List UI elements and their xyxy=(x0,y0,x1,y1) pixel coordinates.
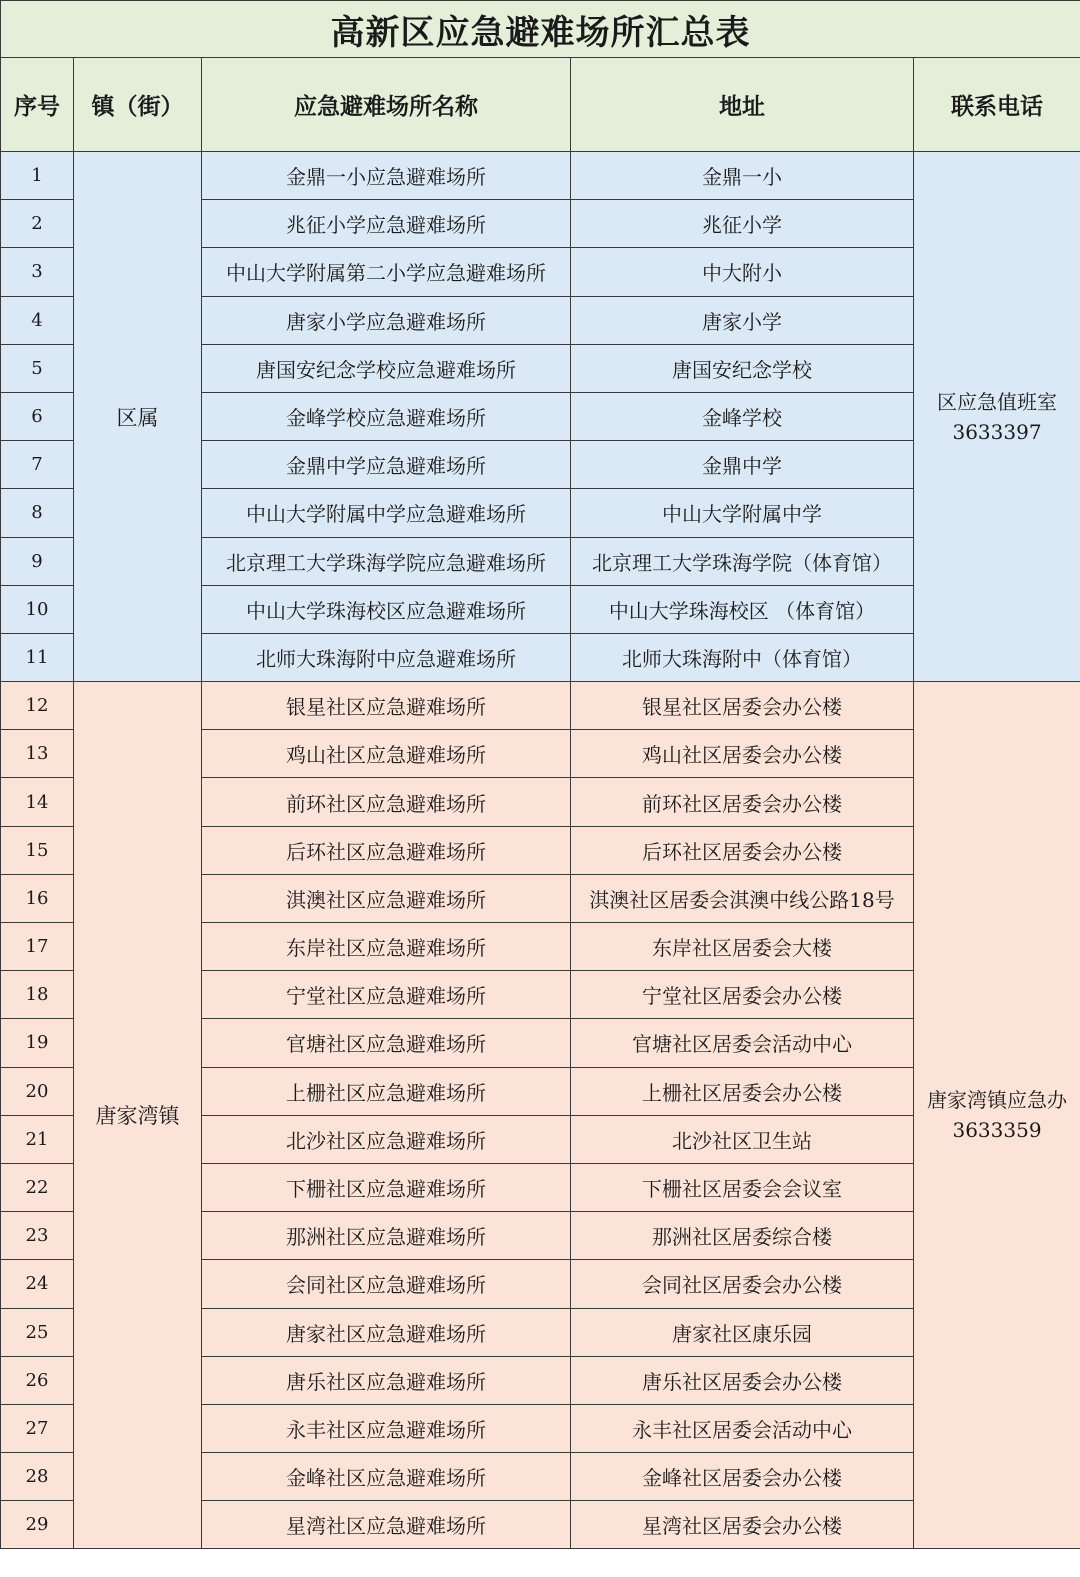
cell-seq: 13 xyxy=(1,730,74,778)
cell-shelter-name: 银星社区应急避难场所 xyxy=(202,682,571,730)
cell-shelter-name: 上栅社区应急避难场所 xyxy=(202,1067,571,1115)
cell-seq: 8 xyxy=(1,489,74,537)
cell-address: 那洲社区居委综合楼 xyxy=(571,1212,914,1260)
header-address: 地址 xyxy=(571,58,914,152)
cell-seq: 15 xyxy=(1,826,74,874)
cell-address: 中大附小 xyxy=(571,248,914,296)
cell-address: 金峰学校 xyxy=(571,392,914,440)
cell-shelter-name: 金鼎一小应急避难场所 xyxy=(202,152,571,200)
header-name: 应急避难场所名称 xyxy=(202,58,571,152)
cell-address: 金峰社区居委会办公楼 xyxy=(571,1453,914,1501)
header-town: 镇（街） xyxy=(74,58,202,152)
contact-name: 唐家湾镇应急办 xyxy=(927,1088,1068,1113)
cell-seq: 11 xyxy=(1,633,74,681)
cell-seq: 16 xyxy=(1,874,74,922)
cell-shelter-name: 星湾社区应急避难场所 xyxy=(202,1501,571,1549)
cell-seq: 23 xyxy=(1,1212,74,1260)
cell-seq: 27 xyxy=(1,1404,74,1452)
cell-address: 唐家小学 xyxy=(571,296,914,344)
cell-seq: 1 xyxy=(1,152,74,200)
cell-shelter-name: 北京理工大学珠海学院应急避难场所 xyxy=(202,537,571,585)
cell-seq: 26 xyxy=(1,1356,74,1404)
cell-shelter-name: 会同社区应急避难场所 xyxy=(202,1260,571,1308)
cell-town: 区属 xyxy=(74,152,202,682)
cell-address: 鸡山社区居委会办公楼 xyxy=(571,730,914,778)
cell-address: 金鼎一小 xyxy=(571,152,914,200)
cell-address: 唐国安纪念学校 xyxy=(571,344,914,392)
cell-seq: 5 xyxy=(1,344,74,392)
cell-address: 星湾社区居委会办公楼 xyxy=(571,1501,914,1549)
cell-shelter-name: 唐家小学应急避难场所 xyxy=(202,296,571,344)
cell-address: 上栅社区居委会办公楼 xyxy=(571,1067,914,1115)
contact-phone: 3633359 xyxy=(952,1118,1042,1143)
cell-address: 永丰社区居委会活动中心 xyxy=(571,1404,914,1452)
cell-address: 北沙社区卫生站 xyxy=(571,1115,914,1163)
title-row xyxy=(1,1,1080,58)
cell-shelter-name: 兆征小学应急避难场所 xyxy=(202,200,571,248)
cell-address: 唐家社区康乐园 xyxy=(571,1308,914,1356)
cell-seq: 28 xyxy=(1,1453,74,1501)
contact-phone: 3633397 xyxy=(952,419,1042,444)
cell-town: 唐家湾镇 xyxy=(74,682,202,1549)
cell-shelter-name: 金峰学校应急避难场所 xyxy=(202,392,571,440)
cell-seq: 10 xyxy=(1,585,74,633)
cell-address: 官塘社区居委会活动中心 xyxy=(571,1019,914,1067)
cell-shelter-name: 金鼎中学应急避难场所 xyxy=(202,441,571,489)
cell-address: 东岸社区居委会大楼 xyxy=(571,923,914,971)
cell-shelter-name: 东岸社区应急避难场所 xyxy=(202,923,571,971)
header-seq: 序号 xyxy=(1,58,74,152)
cell-seq: 12 xyxy=(1,682,74,730)
cell-address: 北师大珠海附中（体育馆） xyxy=(571,633,914,681)
cell-seq: 6 xyxy=(1,392,74,440)
contact-name: 区应急值班室 xyxy=(937,389,1058,414)
cell-address: 前环社区居委会办公楼 xyxy=(571,778,914,826)
cell-seq: 17 xyxy=(1,923,74,971)
cell-shelter-name: 唐乐社区应急避难场所 xyxy=(202,1356,571,1404)
cell-seq: 20 xyxy=(1,1067,74,1115)
header-row xyxy=(1,58,1080,152)
cell-address: 下栅社区居委会会议室 xyxy=(571,1163,914,1211)
cell-shelter-name: 前环社区应急避难场所 xyxy=(202,778,571,826)
cell-shelter-name: 北沙社区应急避难场所 xyxy=(202,1115,571,1163)
cell-shelter-name: 官塘社区应急避难场所 xyxy=(202,1019,571,1067)
cell-seq: 4 xyxy=(1,296,74,344)
cell-shelter-name: 永丰社区应急避难场所 xyxy=(202,1404,571,1452)
cell-shelter-name: 宁堂社区应急避难场所 xyxy=(202,971,571,1019)
cell-address: 中山大学珠海校区 （体育馆） xyxy=(571,585,914,633)
cell-address: 兆征小学 xyxy=(571,200,914,248)
cell-shelter-name: 中山大学珠海校区应急避难场所 xyxy=(202,585,571,633)
cell-address: 中山大学附属中学 xyxy=(571,489,914,537)
cell-shelter-name: 金峰社区应急避难场所 xyxy=(202,1453,571,1501)
cell-address: 淇澳社区居委会淇澳中线公路18号 xyxy=(571,874,914,922)
cell-contact xyxy=(914,682,1080,1549)
cell-address: 宁堂社区居委会办公楼 xyxy=(571,971,914,1019)
cell-shelter-name: 唐家社区应急避难场所 xyxy=(202,1308,571,1356)
cell-seq: 18 xyxy=(1,971,74,1019)
cell-contact xyxy=(914,152,1080,682)
cell-address: 唐乐社区居委会办公楼 xyxy=(571,1356,914,1404)
cell-shelter-name: 后环社区应急避难场所 xyxy=(202,826,571,874)
cell-shelter-name: 下栅社区应急避难场所 xyxy=(202,1163,571,1211)
cell-seq: 21 xyxy=(1,1115,74,1163)
cell-seq: 24 xyxy=(1,1260,74,1308)
cell-seq: 19 xyxy=(1,1019,74,1067)
table-row xyxy=(1,152,1080,200)
table-row xyxy=(1,682,1080,730)
cell-shelter-name: 那洲社区应急避难场所 xyxy=(202,1212,571,1260)
table-title: 高新区应急避难场所汇总表 xyxy=(1,1,1080,58)
cell-seq: 14 xyxy=(1,778,74,826)
cell-seq: 7 xyxy=(1,441,74,489)
cell-shelter-name: 中山大学附属中学应急避难场所 xyxy=(202,489,571,537)
header-phone: 联系电话 xyxy=(914,58,1080,152)
cell-seq: 22 xyxy=(1,1163,74,1211)
cell-address: 会同社区居委会办公楼 xyxy=(571,1260,914,1308)
cell-shelter-name: 北师大珠海附中应急避难场所 xyxy=(202,633,571,681)
cell-address: 北京理工大学珠海学院（体育馆） xyxy=(571,537,914,585)
cell-seq: 3 xyxy=(1,248,74,296)
cell-seq: 25 xyxy=(1,1308,74,1356)
cell-address: 后环社区居委会办公楼 xyxy=(571,826,914,874)
cell-shelter-name: 淇澳社区应急避难场所 xyxy=(202,874,571,922)
cell-seq: 29 xyxy=(1,1501,74,1549)
cell-seq: 2 xyxy=(1,200,74,248)
cell-shelter-name: 鸡山社区应急避难场所 xyxy=(202,730,571,778)
cell-shelter-name: 中山大学附属第二小学应急避难场所 xyxy=(202,248,571,296)
cell-seq: 9 xyxy=(1,537,74,585)
cell-address: 银星社区居委会办公楼 xyxy=(571,682,914,730)
cell-shelter-name: 唐国安纪念学校应急避难场所 xyxy=(202,344,571,392)
cell-address: 金鼎中学 xyxy=(571,441,914,489)
